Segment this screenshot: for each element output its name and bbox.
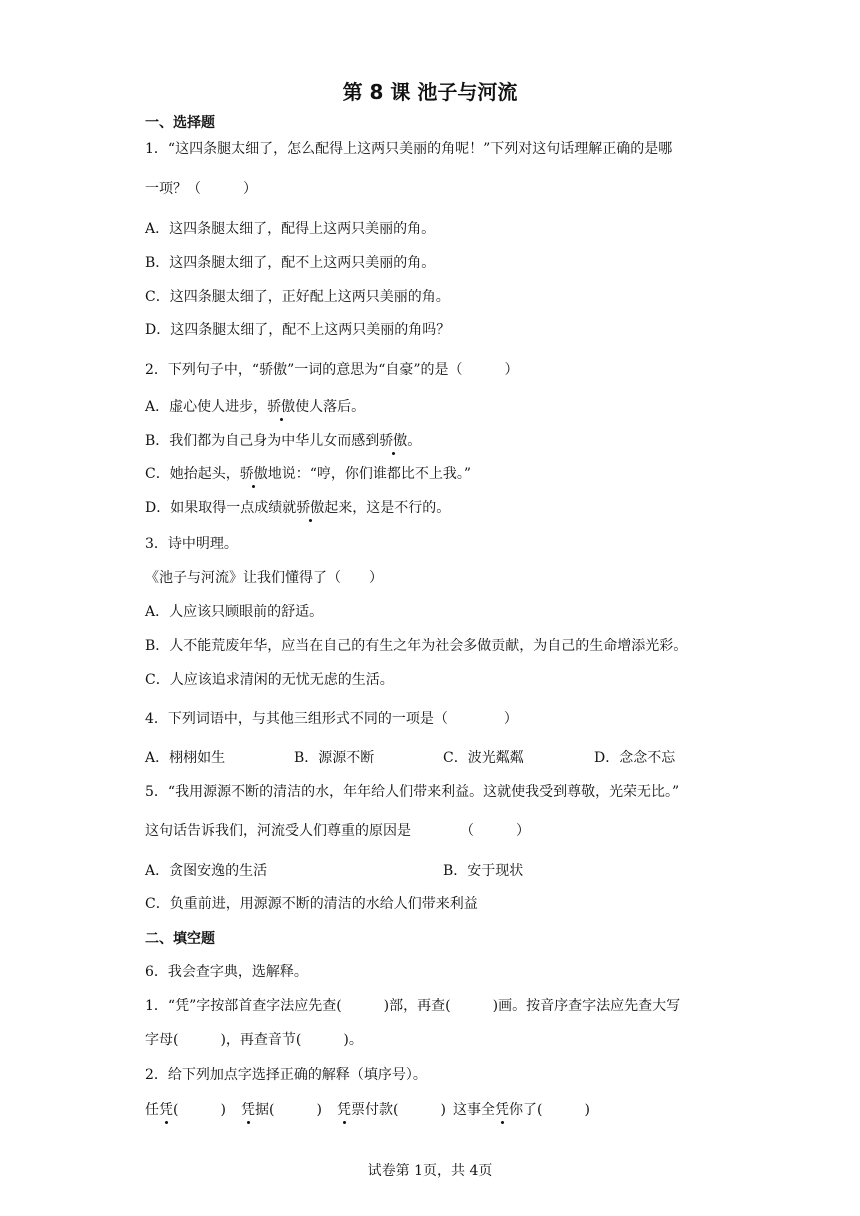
question-6-part-1-line-2: 字母( )，再查音节( )。 — [145, 1032, 363, 1048]
question-5-option-c: C．负重前进，用源源不断的清洁的水给人们带来利益 — [145, 896, 478, 912]
question-2-option-a: A．虚心使人进步，骄傲使人落后。 — [145, 399, 366, 415]
question-4-option-a: A．栩栩如生 — [145, 750, 226, 766]
question-1-option-c: C．这四条腿太细了，正好配上这两只美丽的角。 — [145, 289, 450, 305]
question-4-option-b: B．源源不断 — [294, 750, 375, 766]
question-6-part-1-line-1: 1．“凭”字按部首查字法应先查( )部，再查( )画。按音序查字法应先查大写 — [145, 998, 681, 1014]
dotted-word: 骄傲 — [239, 466, 268, 482]
question-2-option-d: D．如果取得一点成绩就骄傲起来，这是不行的。 — [145, 500, 451, 516]
question-6-part-2: 2．给下列加点字选择正确的解释（填序号）。 — [145, 1067, 427, 1083]
question-5-line-1: 5．“我用源源不断的清洁的水，年年给人们带来利益。这就使我受到尊敬，光荣无比。” — [145, 784, 680, 800]
question-4-option-d: D．念念不忘 — [594, 750, 676, 766]
dotted-word: 凭 — [159, 1102, 173, 1118]
question-1-line-1: 1．“这四条腿太细了，怎么配得上这两只美丽的角呢！”下列对这句话理解正确的是哪 — [145, 141, 673, 157]
question-6-item-4: 这事全凭你了( ) — [453, 1102, 590, 1118]
section-heading-fill: 二、填空题 — [145, 931, 215, 947]
question-1-option-d: D．这四条腿太细了，配不上这两只美丽的角吗？ — [145, 322, 451, 338]
question-3-option-a: A．人应该只顾眼前的舒适。 — [145, 604, 324, 620]
question-3: 3．诗中明理。 — [145, 536, 238, 552]
dotted-word: 凭 — [241, 1102, 255, 1118]
question-5-option-b: B．安于现状 — [443, 863, 524, 879]
question-2: 2．下列句子中，“骄傲”一词的意思为“自豪”的是（ ） — [145, 362, 519, 378]
question-2-option-b: B．我们都为自己身为中华儿女而感到骄傲。 — [145, 433, 422, 449]
question-6-item-3: 凭票付款( ) — [337, 1102, 446, 1118]
dotted-word: 骄傲 — [379, 433, 408, 449]
question-6: 6．我会查字典，选解释。 — [145, 964, 308, 980]
question-4-option-c: C．波光粼粼 — [443, 750, 524, 766]
page-title: 第 8 课 池子与河流 — [342, 80, 518, 104]
question-6-item-2: 凭据( ) — [241, 1102, 322, 1118]
question-3-stem: 《池子与河流》让我们懂得了（ ） — [145, 570, 383, 586]
page-footer: 试卷第 1页，共 4页 — [367, 1163, 493, 1179]
dotted-word: 凭 — [337, 1102, 351, 1118]
dotted-word: 骄傲 — [267, 399, 296, 415]
dotted-word: 骄傲 — [296, 500, 325, 516]
question-4: 4．下列词语中，与其他三组形式不同的一项是（ ） — [145, 711, 518, 727]
question-2-option-c: C．她抬起头，骄傲地说：“哼，你们谁都比不上我。” — [145, 466, 472, 482]
question-1-option-b: B．这四条腿太细了，配不上这两只美丽的角。 — [145, 255, 436, 271]
question-3-option-b: B．人不能荒废年华，应当在自己的有生之年为社会多做贡献，为自己的生命增添光彩。 — [145, 638, 688, 654]
section-heading-choice: 一、选择题 — [145, 115, 215, 131]
question-1-line-2: 一项？（ ） — [145, 181, 257, 197]
dotted-word: 凭 — [495, 1102, 509, 1118]
question-5-line-2: 这句话告诉我们，河流受人们尊重的原因是 （ ） — [145, 823, 530, 839]
question-3-option-c: C．人应该追求清闲的无忧无虑的生活。 — [145, 672, 394, 688]
question-5-option-a: A．贪图安逸的生活 — [145, 863, 268, 879]
question-1-option-a: A．这四条腿太细了，配得上这两只美丽的角。 — [145, 221, 436, 237]
question-6-item-1: 任凭( ) — [145, 1102, 226, 1118]
